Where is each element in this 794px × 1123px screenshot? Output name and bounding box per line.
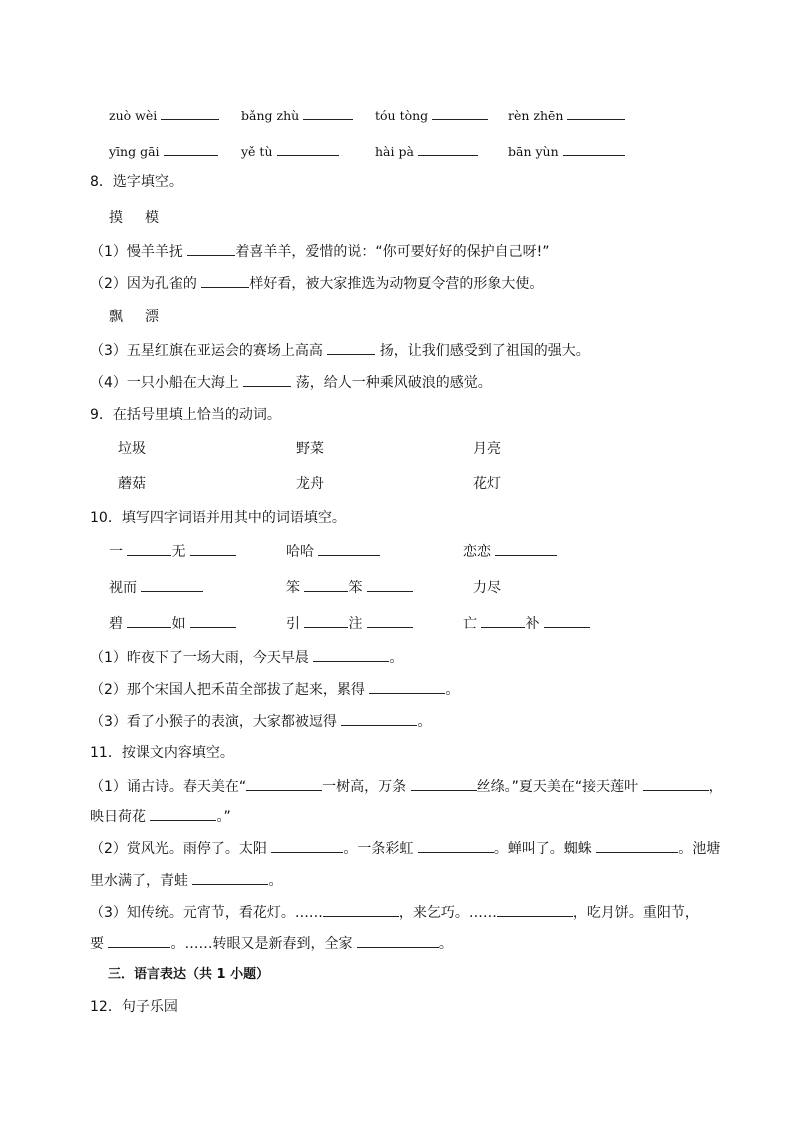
answer-blank[interactable]: [192, 870, 268, 885]
idiom-item: 恋恋: [463, 541, 557, 561]
answer-blank[interactable]: [127, 541, 171, 556]
answer-blank[interactable]: [246, 776, 322, 791]
answer-blank[interactable]: [432, 105, 488, 120]
question-10-sentence-3: （3）看了小猴子的表演，大家都被逗得 。: [90, 711, 431, 732]
question-11-title: 11．按课文内容填空。: [90, 745, 234, 761]
question-12-title: 12．句子乐园: [90, 999, 178, 1015]
answer-blank[interactable]: [243, 372, 291, 387]
noun-item: 龙舟: [296, 476, 324, 492]
answer-blank[interactable]: [304, 613, 348, 628]
question-11-part-1-cont: 映日荷花 。”: [90, 806, 231, 827]
section-heading: 三．语言表达（共 1 小题）: [108, 967, 270, 982]
noun-item: 蘑菇: [118, 476, 146, 492]
answer-blank[interactable]: [271, 838, 343, 853]
pinyin-item: yě tù: [241, 141, 339, 159]
question-8-sentence-3: （3）五星红旗在亚运会的赛场上高高 扬，让我们感受到了祖国的强大。: [90, 340, 590, 361]
noun-item: 花灯: [473, 476, 501, 492]
question-9-title: 9．在括号里填上恰当的动词。: [90, 407, 281, 423]
pinyin-item: tóu tòng: [375, 105, 488, 123]
answer-blank[interactable]: [190, 541, 236, 556]
answer-blank[interactable]: [141, 577, 203, 592]
noun-item: 野菜: [296, 441, 324, 457]
answer-blank[interactable]: [150, 806, 216, 821]
idiom-item: 哈哈: [286, 541, 380, 561]
answer-blank[interactable]: [127, 613, 171, 628]
pinyin-item: yīng gāi: [109, 141, 218, 159]
answer-blank[interactable]: [327, 340, 375, 355]
question-11-part-2-cont: 里水满了，青蛙 。: [90, 870, 282, 891]
pinyin-item: hài pà: [375, 141, 478, 159]
idiom-item: 碧 如: [109, 613, 236, 633]
question-8-sentence-4: （4）一只小船在大海上 荡，给人一种乘风破浪的感觉。: [90, 372, 492, 393]
answer-blank[interactable]: [341, 711, 417, 726]
char-choice: 飘: [109, 309, 123, 325]
answer-blank[interactable]: [190, 613, 236, 628]
question-10-sentence-1: （1）昨夜下了一场大雨，今天早晨 。: [90, 647, 403, 668]
question-10-title: 10．填写四字词语并用其中的词语填空。: [90, 510, 346, 526]
question-8-title: 8．选字填空。: [90, 174, 183, 190]
answer-blank[interactable]: [161, 105, 219, 120]
answer-blank[interactable]: [563, 141, 625, 156]
answer-blank[interactable]: [367, 577, 413, 592]
question-11-part-3-cont: 要 。……转眼又是新春到，全家 。: [90, 933, 453, 954]
question-11-part-2: （2）赏风光。雨停了。太阳 。一条彩虹 。蝉叫了。蜘蛛 。池塘: [90, 838, 720, 859]
answer-blank[interactable]: [277, 141, 339, 156]
question-8-sentence-2: （2）因为孔雀的 样好看，被大家推选为动物夏令营的形象大使。: [90, 273, 543, 294]
answer-blank[interactable]: [418, 141, 478, 156]
answer-blank[interactable]: [108, 933, 170, 948]
answer-blank[interactable]: [643, 776, 709, 791]
noun-item: 月亮: [473, 441, 501, 457]
answer-blank[interactable]: [323, 902, 399, 917]
idiom-item: 引 注: [286, 613, 413, 633]
idiom-item: 视而: [109, 577, 203, 597]
answer-blank[interactable]: [567, 105, 625, 120]
char-choice: 摸: [109, 210, 123, 226]
question-8-sentence-1: （1）慢羊羊抚 着喜羊羊，爱惜的说：“你可要好好的保护自己呀!”: [90, 241, 549, 262]
question-11-part-3: （3）知传统。元宵节，看花灯。…… ，来乞巧。…… ，吃月饼。重阳节，: [90, 902, 699, 923]
idiom-item: 一 无: [109, 541, 236, 561]
idiom-item: 笨 笨: [286, 577, 413, 597]
answer-blank[interactable]: [303, 105, 353, 120]
char-choice: 模: [145, 210, 159, 226]
answer-blank[interactable]: [164, 141, 218, 156]
answer-blank[interactable]: [304, 577, 348, 592]
answer-blank[interactable]: [367, 613, 413, 628]
idiom-item: 亡 补: [463, 613, 590, 633]
question-11-part-1: （1）诵古诗。春天美在“ 一树高，万条 丝绦。”夏天美在“接天莲叶 ，: [90, 776, 723, 797]
answer-blank[interactable]: [318, 541, 380, 556]
pinyin-item: rèn zhēn: [508, 105, 625, 123]
answer-blank[interactable]: [495, 541, 557, 556]
idiom-item: 力尽: [473, 580, 501, 596]
answer-blank[interactable]: [544, 613, 590, 628]
answer-blank[interactable]: [497, 902, 573, 917]
answer-blank[interactable]: [357, 933, 439, 948]
pinyin-item: zuò wèi: [109, 105, 219, 123]
question-10-sentence-2: （2）那个宋国人把禾苗全部拔了起来，累得 。: [90, 679, 459, 700]
answer-blank[interactable]: [201, 273, 249, 288]
answer-blank[interactable]: [418, 838, 494, 853]
answer-blank[interactable]: [313, 647, 389, 662]
answer-blank[interactable]: [596, 838, 678, 853]
answer-blank[interactable]: [411, 776, 477, 791]
answer-blank[interactable]: [369, 679, 445, 694]
answer-blank[interactable]: [481, 613, 525, 628]
pinyin-item: bǎng zhù: [241, 105, 353, 123]
char-choice: 漂: [145, 309, 159, 325]
pinyin-item: bān yùn: [508, 141, 625, 159]
noun-item: 垃圾: [118, 441, 146, 457]
answer-blank[interactable]: [187, 241, 235, 256]
